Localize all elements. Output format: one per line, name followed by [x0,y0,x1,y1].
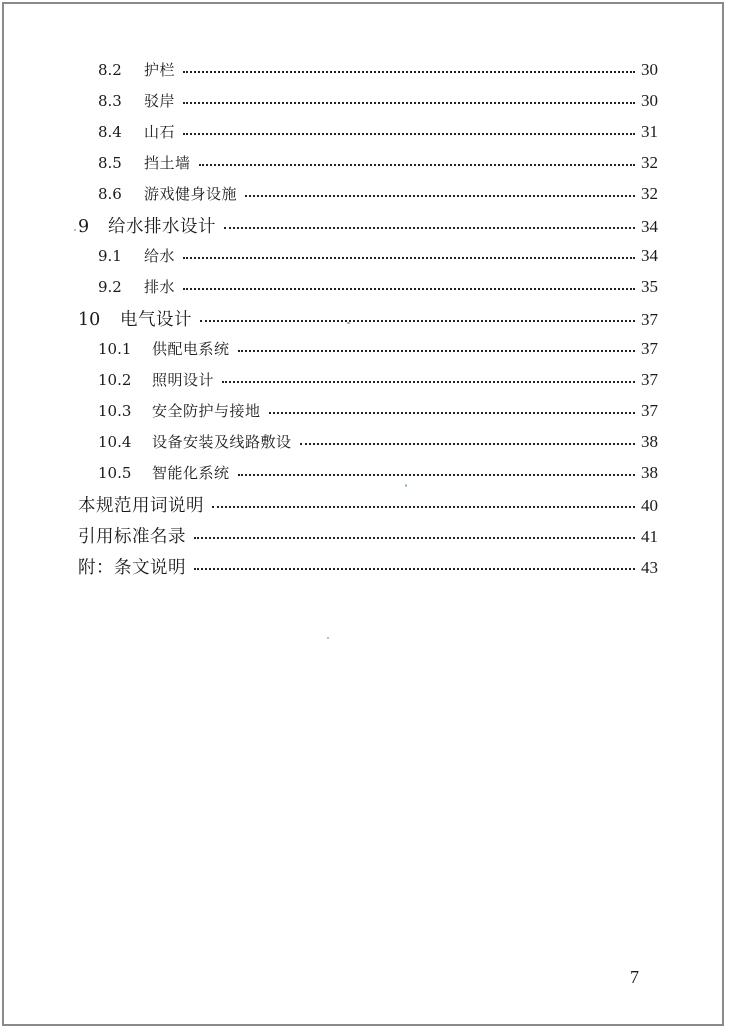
toc-entry-title: 照明设计 [152,371,215,389]
dot-leader [183,257,635,259]
scan-speck [405,484,407,487]
toc-entry-page: 43 [641,558,658,577]
scan-speck [327,637,329,639]
toc-entry-page: 32 [641,184,658,203]
document-page [2,2,724,1026]
toc-entry-page: 34 [641,217,658,236]
toc-entry-number: 10.5 [98,464,132,482]
toc-entry-terms[interactable] [78,492,658,517]
dot-leader [199,164,635,166]
toc-entry-standards[interactable] [78,523,658,548]
toc-entry-title: 供配电系统 [152,340,230,358]
toc-entry-number: 10 [78,310,101,330]
toc-entry-page: 38 [641,463,658,482]
toc-entry-8-3[interactable] [98,90,658,111]
toc-entry-page: 41 [641,527,658,546]
toc-entry-number: 9.2 [98,278,122,296]
toc-entry-number: 9 [78,217,90,237]
toc-entry-page: 35 [641,277,658,296]
scan-speck [74,229,76,231]
toc-entry-title: 护栏 [144,61,176,79]
toc-entry-page: 31 [641,122,658,141]
toc-entry-10-1[interactable] [98,338,658,359]
toc-entry-page: 30 [641,60,658,79]
toc-entry-title: 电气设计 [120,310,192,330]
toc-entry-8-2[interactable] [98,59,658,80]
toc-entry-10[interactable] [78,306,658,331]
toc-entry-appendix[interactable] [78,554,658,579]
toc-entry-number: 10.3 [98,402,132,420]
toc-entry-title: 附：条文说明 [78,558,186,578]
dot-leader [194,537,635,539]
toc-entry-page: 30 [641,91,658,110]
toc-entry-10-3[interactable] [98,400,658,421]
toc-entry-number: 9.1 [98,247,122,265]
toc-entry-page: 32 [641,153,658,172]
toc-entry-title: 给水排水设计 [108,217,216,237]
dot-leader [224,227,635,229]
toc-entry-title: 给水 [144,247,176,265]
toc-entry-title: 设备安装及线路敷设 [152,433,292,451]
dot-leader [183,288,635,290]
toc-entry-number: 10.4 [98,433,132,451]
toc-entry-number: 8.6 [98,185,122,203]
dot-leader [300,443,635,445]
toc-entry-title: 安全防护与接地 [152,402,261,420]
toc-entry-number: 8.4 [98,123,122,141]
toc-entry-8-6[interactable] [98,183,658,204]
toc-entry-page: 34 [641,246,658,265]
toc-entry-9-2[interactable] [98,276,658,297]
toc-entry-title: 驳岸 [144,92,176,110]
toc-entry-number: 8.3 [98,92,122,110]
toc-entry-page: 37 [641,339,658,358]
toc-entry-number: 8.5 [98,154,122,172]
page-number: 7 [630,967,639,987]
dot-leader [269,412,635,414]
dot-leader [222,381,635,383]
toc-entry-title: 山石 [144,123,176,141]
toc-entry-10-2[interactable] [98,369,658,390]
toc-entry-title: 本规范用词说明 [78,496,204,516]
toc-entry-title: 智能化系统 [152,464,230,482]
dot-leader [183,71,635,73]
toc-entry-9[interactable] [78,213,658,238]
dot-leader [183,133,635,135]
toc-entry-number: 8.2 [98,61,122,79]
toc-entry-title: 排水 [144,278,176,296]
dot-leader [245,195,635,197]
toc-entry-8-5[interactable] [98,152,658,173]
toc-entry-page: 38 [641,432,658,451]
toc-entry-10-4[interactable] [98,431,658,452]
toc-entry-9-1[interactable] [98,245,658,266]
toc-entry-page: 37 [641,401,658,420]
dot-leader [183,102,635,104]
toc-entry-page: 40 [641,496,658,515]
toc-entry-page: 37 [641,310,658,329]
toc-entry-title: 挡土墙 [144,154,191,172]
toc-entry-title: 游戏健身设施 [144,185,238,203]
dot-leader [194,568,635,570]
toc-entry-page: 37 [641,370,658,389]
toc-entry-title: 引用标准名录 [78,527,186,547]
toc-entry-number: 10.2 [98,371,132,389]
toc-entry-number: 10.1 [98,340,132,358]
scan-speck [347,322,350,324]
toc-entry-8-4[interactable] [98,121,658,142]
dot-leader [212,506,635,508]
dot-leader [200,320,635,322]
dot-leader [238,350,635,352]
dot-leader [238,474,635,476]
toc-entry-10-5[interactable] [98,462,658,483]
